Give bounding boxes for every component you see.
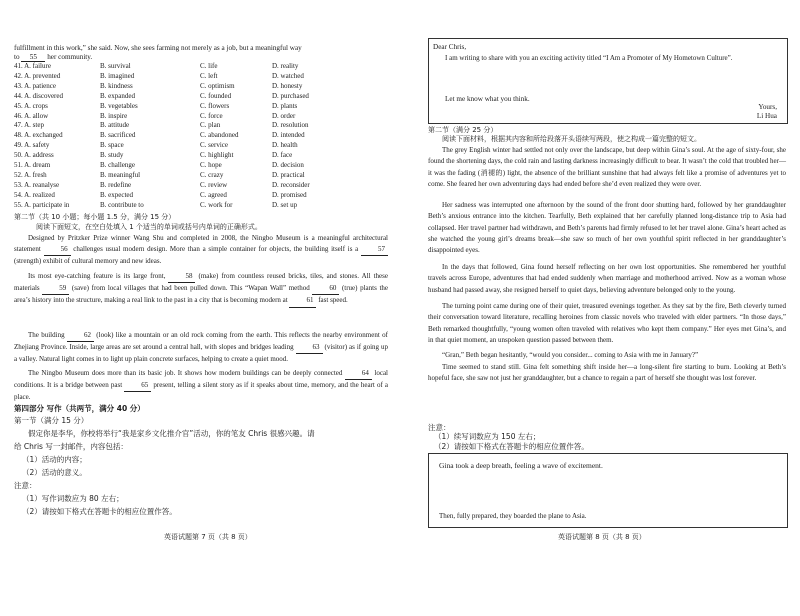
museum-paragraph [14, 233, 388, 269]
passage-text: (make) from countless reused bricks, tiles, and stones. All these materials [14, 272, 388, 293]
museum-paragraph [14, 330, 388, 366]
intro-line-2: to 55 her community. [14, 53, 93, 61]
letter-box [428, 38, 788, 124]
passage-text: (visitor) as if going up a valley. Natural light comes in to light up plain concrete surfaces, helping to create a quiet mood. [14, 343, 388, 364]
option-51-a: 51. A. dream [14, 161, 51, 169]
option-49-c: C. service [200, 141, 228, 150]
option-43-d: D. honesty [272, 81, 303, 90]
option-54-d: D. promised [272, 190, 307, 199]
section-2-heading-right: 第二节（满分 25 分） [428, 126, 498, 134]
option-46-a: 46. A. allow [14, 111, 49, 120]
blank-62[interactable]: 62 [67, 330, 94, 342]
option-50-b: B. study [100, 151, 124, 160]
option-44-c: C. founded [200, 91, 232, 100]
answer-box [428, 453, 788, 528]
option-48-b: B. sacrificed [100, 131, 136, 140]
option-52-d: D. practical [272, 170, 305, 179]
writing-prompt-2: 给 Chris 写一封邮件，内容包括： [14, 442, 128, 451]
blank-55[interactable]: 55 [21, 53, 45, 62]
option-45-c: C. flowers [200, 101, 230, 110]
part-4-section-1: 第一节（满分 15 分） [14, 416, 89, 425]
passage-text: local conditions. It is a bridge between past [14, 369, 389, 390]
option-50-d: D. face [272, 151, 293, 160]
story-paragraph: The grey English winter had settled not only over the landscape, but deep within Gina’s soul. At the age of sixty-four, she found the shortening days, the cold rain and lasting darkness increasingly difficult to bear. It wasn’t the cold that troubled her—it was the fading (消褪的) light, the absence of the brilliant sunshine that had always felt like a promise of adventures yet to come. She feared her own adventuring days had ended before she’d even realized they were over. [428, 146, 786, 188]
option-53-a: 53. A. reanalyse [14, 180, 60, 189]
writing-prompt-1: 假定你是李华，你校将举行“我是家乡文化推介官”活动，你的笔友 Chris 很感兴趣。请 [28, 429, 315, 438]
option-52-b: B. meaningful [100, 170, 141, 179]
option-43-a: 43. A. patience [14, 81, 56, 90]
option-53-b: B. redefine [100, 180, 132, 189]
option-54-a: 54. A. realized [14, 190, 55, 199]
answer-box-opening-2: Then, fully prepared, they boarded the plane to Asia. [439, 512, 587, 520]
option-52-c: C. crazy [200, 170, 224, 179]
blank-58[interactable]: 58 [168, 271, 195, 283]
section-2-instruction: 阅读下面短文，在空白处填入 1 个适当的单词或括号内单词的正确形式。 [36, 223, 262, 231]
passage-text: Designed by Pritzker Prize winner Wang Shu and completed in 2008, the Ningbo Museum is a meaningful architectural statement [14, 234, 388, 254]
blank-63[interactable]: 63 [296, 342, 323, 354]
option-43-c: C. optimism [200, 81, 235, 90]
option-53-c: C. review [200, 180, 228, 189]
option-48-c: C. abandoned [200, 131, 239, 140]
note-1: （1）写作词数应为 80 左右； [22, 494, 124, 503]
option-49-d: D. health [272, 141, 298, 150]
part-4-heading: 第四部分 写作（共两节，满分 40 分） [14, 404, 145, 413]
option-44-b: B. expanded [100, 91, 135, 100]
section-2-instruction-right: 阅读下面材料，根据其内容和所给段落开头语续写两段，使之构成一篇完整的短文。 [442, 135, 701, 143]
footer-page-7: 英语试题第 7 页（共 8 页） [164, 533, 252, 541]
option-53-d: D. reconsider [272, 180, 310, 189]
museum-paragraph [14, 271, 388, 327]
option-42-c: C. left [200, 71, 218, 80]
story-paragraph: Time seemed to stand still. Gina felt something shift inside her—a long-silent fire starting to burn. Looking at Beth’s hopeful face, she saw not just her granddaughter, but a chance to regain a part of herself she thought was lost forever. [428, 363, 786, 383]
option-42-a: 42. A. prevented [14, 71, 61, 80]
passage-text: (save) from local villages that had been pulled down. This “Wapan Wall” method [69, 284, 313, 293]
story-paragraph: “Gran,” Beth began hesitantly, “would you consider... coming to Asia with me in January?” [442, 351, 699, 359]
museum-paragraph [14, 368, 388, 404]
option-48-d: D. intended [272, 131, 305, 140]
intro-line-1: fulfillment in this work,” she said. Now, she sees farming not merely as a job, but a meaningful way [14, 44, 302, 52]
option-51-b: B. challenge [100, 161, 135, 169]
option-55-d: D. set up [272, 200, 298, 209]
writing-point-2: （2）活动的意义。 [22, 468, 87, 477]
note-right-2: （2）请按如下格式在答题卡的相应位置作答。 [434, 442, 589, 451]
blank-56[interactable]: 56 [44, 244, 71, 256]
passage-text: (strength) exhibit of cultural memory and new ideas. [14, 257, 162, 266]
blank-60[interactable]: 60 [312, 283, 339, 295]
option-41-c: C. life [200, 62, 218, 70]
letter-signature: Li Hua [756, 112, 777, 120]
option-47-d: D. resolution [272, 121, 309, 130]
option-51-d: D. decision [272, 161, 304, 169]
story-paragraph: The turning point came during one of their quiet, treasured evenings together. As they sat by the fire, Beth cleverly turned their conversation toward literature, recalling heroines from classic novels who traveled with elder partners. “In those days,” Beth remarked thoughtfully, “young women often traveled with relatives who kept them company.” Her eyes met Gina’s, and in that quiet moment, an unspoken question passed between them. [428, 302, 786, 344]
blank-59[interactable]: 59 [42, 283, 69, 295]
note-2: （2）请按如下格式在答题卡的相应位置作答。 [22, 507, 177, 516]
letter-yours: Yours, [758, 103, 777, 111]
passage-text: (look) like a mountain or an old rock coming from the earth. This reflects the nearby environment of Zhejiang Province. Inside, large areas are set around a central hall, with slopes and bridges leading [14, 331, 388, 352]
passage-text: Its most eye-catching feature is its large front, [28, 272, 169, 280]
option-49-a: 49. A. safety [14, 141, 50, 150]
letter-greeting: Dear Chris, [433, 43, 467, 51]
option-55-b: B. contribute to [100, 200, 144, 209]
option-41-d: D. reality [272, 62, 299, 70]
note-label-right: 注意： [428, 423, 451, 432]
option-49-b: B. space [100, 141, 124, 150]
option-42-d: D. watched [272, 71, 304, 80]
option-46-d: D. order [272, 111, 296, 120]
option-47-b: B. attitude [100, 121, 130, 130]
section-2-heading: 第二节（共 10 小题；每小题 1.5 分，满分 15 分） [14, 213, 176, 221]
option-41-a: 41. A. failure [14, 62, 51, 70]
option-42-b: B. imagined [100, 71, 135, 80]
passage-text: challenges usual modern design. More than a simple container for objects, the building itself is a [70, 245, 362, 254]
story-paragraph: In the days that followed, Gina found herself reflecting on her own lost opportunities. She remembered her youthful travels across Europe, adventures that had ended suddenly when marriage and motherhood arrived. Now as a woman whose husband had passed away, she resigned herself to quiet days, believing adventure belonged only to the young. [428, 263, 786, 294]
blank-57[interactable]: 57 [361, 244, 388, 256]
option-48-a: 48. A. exchanged [14, 131, 63, 140]
answer-box-opening-1: Gina took a deep breath, feeling a wave of excitement. [439, 461, 603, 470]
option-54-c: C. agreed [200, 190, 227, 199]
passage-text: present, telling a silent story as if it speaks about time, memory, and the heart of a place. [14, 381, 389, 402]
option-45-b: B. vegetables [100, 101, 138, 110]
letter-closing: Let me know what you think. [445, 95, 530, 103]
option-45-a: 45. A. crops [14, 101, 48, 110]
writing-point-1: （1）活动的内容； [22, 455, 87, 464]
passage-text: The building [28, 331, 67, 339]
blank-64[interactable]: 64 [345, 368, 372, 380]
option-45-d: D. plants [272, 101, 298, 110]
passage-text: fast speed. [316, 296, 348, 305]
option-54-b: B. expected [100, 190, 134, 199]
note-right-1: （1）续写词数应为 150 左右； [434, 432, 541, 441]
option-46-b: B. inspire [100, 111, 128, 120]
story-paragraph: Her sadness was interrupted one afternoon by the sound of the front door shutting hard, followed by her granddaughter Beth’s anxious entrance into the kitchen. Tearfully, Beth explained that her carefully planned long-distance trip to Asia had collapsed. Her travel partner had withdrawn, and Beth’s parents had firmly refused to let her travel alone. Gina’s heart ached as she watched the young girl’s dreams break—she saw so much of her own youthful spirit reflected in her granddaughter’s disappointed eyes. [428, 201, 786, 255]
option-50-a: 50. A. address [14, 151, 54, 160]
option-41-b: B. survival [100, 62, 131, 70]
blank-61[interactable]: 61 [289, 295, 316, 307]
option-43-b: B. kindness [100, 81, 133, 90]
blank-65[interactable]: 65 [124, 380, 151, 392]
option-51-c: C. hope [200, 161, 222, 169]
option-52-a: 52. A. fresh [14, 170, 47, 179]
option-44-a: 44. A. discovered [14, 91, 63, 100]
option-44-d: D. purchased [272, 91, 309, 100]
option-55-c: C. work for [200, 200, 233, 209]
option-47-a: 47. A. step [14, 121, 44, 130]
passage-text: (true) plants the area’s history into the structure, making a real link to the past in a city that is becoming modern at [14, 284, 388, 305]
option-50-c: C. highlight [200, 151, 234, 160]
letter-body: I am writing to share with you an exciting activity titled “I Am a Promoter of My Hometown Culture”. [445, 54, 733, 62]
passage-text: The Ningbo Museum does more than its basic job. It shows how modern buildings can be deeply connected [28, 369, 345, 377]
option-47-c: C. plan [200, 121, 221, 130]
footer-page-8: 英语试题第 8 页（共 8 页） [558, 533, 646, 541]
note-label: 注意： [14, 481, 37, 490]
option-55-a: 55. A. participate in [14, 200, 70, 209]
option-46-c: C. force [200, 111, 223, 120]
